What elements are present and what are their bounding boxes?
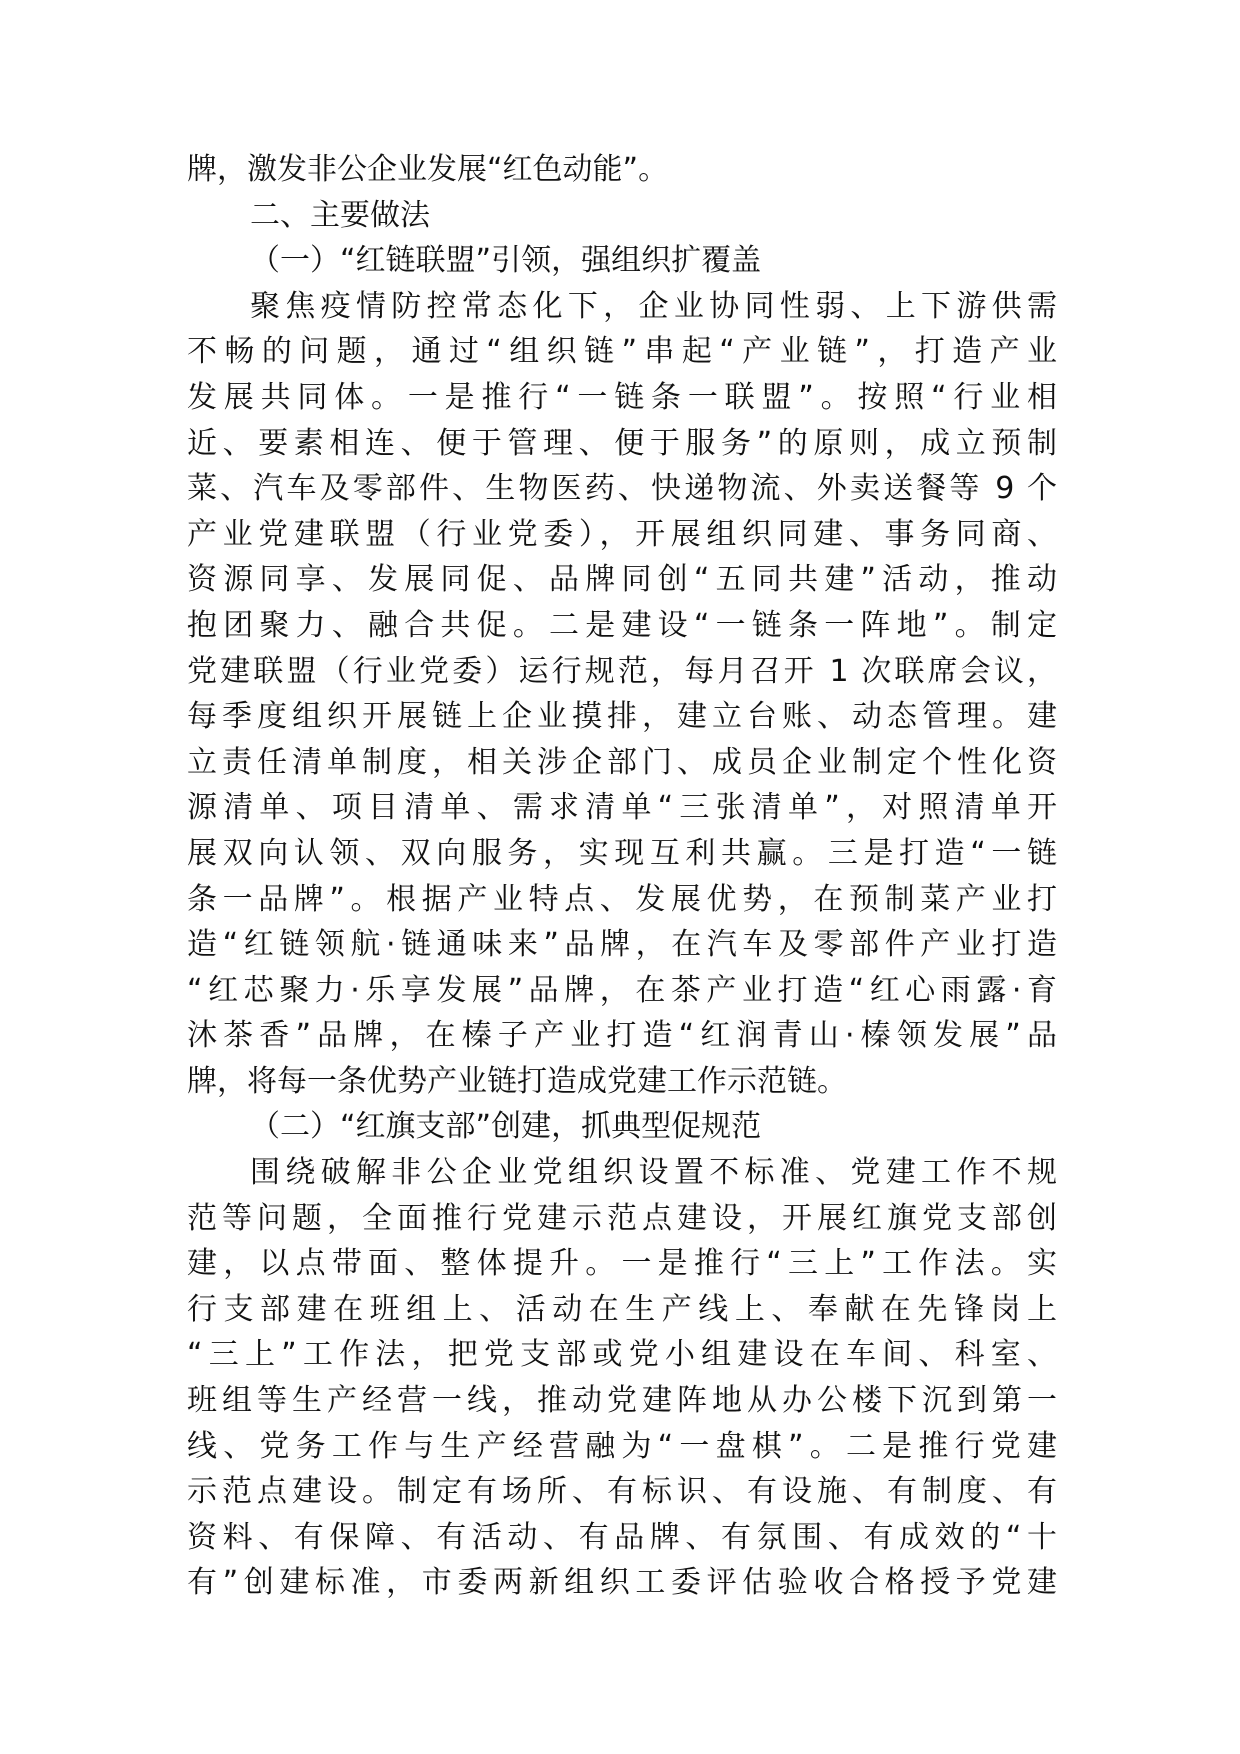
text-line: 范等问题，全面推行党建示范点建设，开展红旗党支部创 [187,1200,1057,1236]
section-heading: （二）“红旗支部”创建，抓典型促规范 [250,1109,762,1145]
text-line: 近、要素相连、便于管理、便于服务”的原则，成立预制 [187,425,1057,461]
text-line: 资源同享、发展同促、品牌同创“五同共建”活动，推动 [187,562,1057,598]
text-line: 发展共同体。一是推行“一链条一联盟”。按照“行业相 [187,379,1057,415]
text-line: 牌，激发非公企业发展“红色动能”。 [187,152,669,187]
text-line: 班组等生产经营一线，推动党建阵地从办公楼下沉到第一 [187,1383,1057,1419]
section-heading: 二、主要做法 [250,197,430,233]
section-heading: （一）“红链联盟”引领，强组织扩覆盖 [250,243,762,279]
text-line: 线、党务工作与生产经营融为“一盘棋”。二是推行党建 [187,1428,1057,1464]
text-line: 行支部建在班组上、活动在生产线上、奉献在先锋岗上 [187,1291,1057,1327]
text-line: 产业党建联盟（行业党委），开展组织同建、事务同商、 [187,516,1057,552]
text-line: 源清单、项目清单、需求清单“三张清单”，对照清单开 [187,790,1057,826]
text-line: 不畅的问题，通过“组织链”串起“产业链”，打造产业 [187,334,1057,370]
text-line: “三上”工作法，把党支部或党小组建设在车间、科室、 [187,1337,1057,1373]
text-line: 造“红链领航·链通味来”品牌，在汽车及零部件产业打造 [187,927,1057,963]
document-body [187,147,1057,1606]
text-line: 抱团聚力、融合共促。二是建设“一链条一阵地”。制定 [187,607,1057,643]
text-line: 条一品牌”。根据产业特点、发展优势，在预制菜产业打 [187,881,1057,917]
text-line: 聚焦疫情防控常态化下，企业协同性弱、上下游供需 [250,288,1057,324]
text-line: 建，以点带面、整体提升。一是推行“三上”工作法。实 [187,1246,1057,1282]
text-line: 沐茶香”品牌，在榛子产业打造“红润青山·榛领发展”品 [187,1018,1057,1054]
text-line: 菜、汽车及零部件、生物医药、快递物流、外卖送餐等 9 个 [187,471,1057,507]
text-line: 每季度组织开展链上企业摸排，建立台账、动态管理。建 [187,699,1057,735]
text-line: 牌，将每一条优势产业链打造成党建工作示范链。 [187,1063,847,1099]
text-line: 围绕破解非公企业党组织设置不标准、党建工作不规 [250,1155,1057,1191]
text-line: 有”创建标准，市委两新组织工委评估验收合格授予党建 [187,1565,1057,1601]
text-line: 展双向认领、双向服务，实现互利共赢。三是打造“一链 [187,835,1057,871]
text-line: 立责任清单制度，相关涉企部门、成员企业制定个性化资 [187,744,1057,780]
text-line: 资料、有保障、有活动、有品牌、有氛围、有成效的“十 [187,1519,1057,1555]
text-line: 党建联盟（行业党委）运行规范，每月召开 1 次联席会议， [187,653,1057,689]
text-line: “红芯聚力·乐享发展”品牌，在茶产业打造“红心雨露·育 [187,972,1057,1008]
text-line: 示范点建设。制定有场所、有标识、有设施、有制度、有 [187,1474,1057,1510]
